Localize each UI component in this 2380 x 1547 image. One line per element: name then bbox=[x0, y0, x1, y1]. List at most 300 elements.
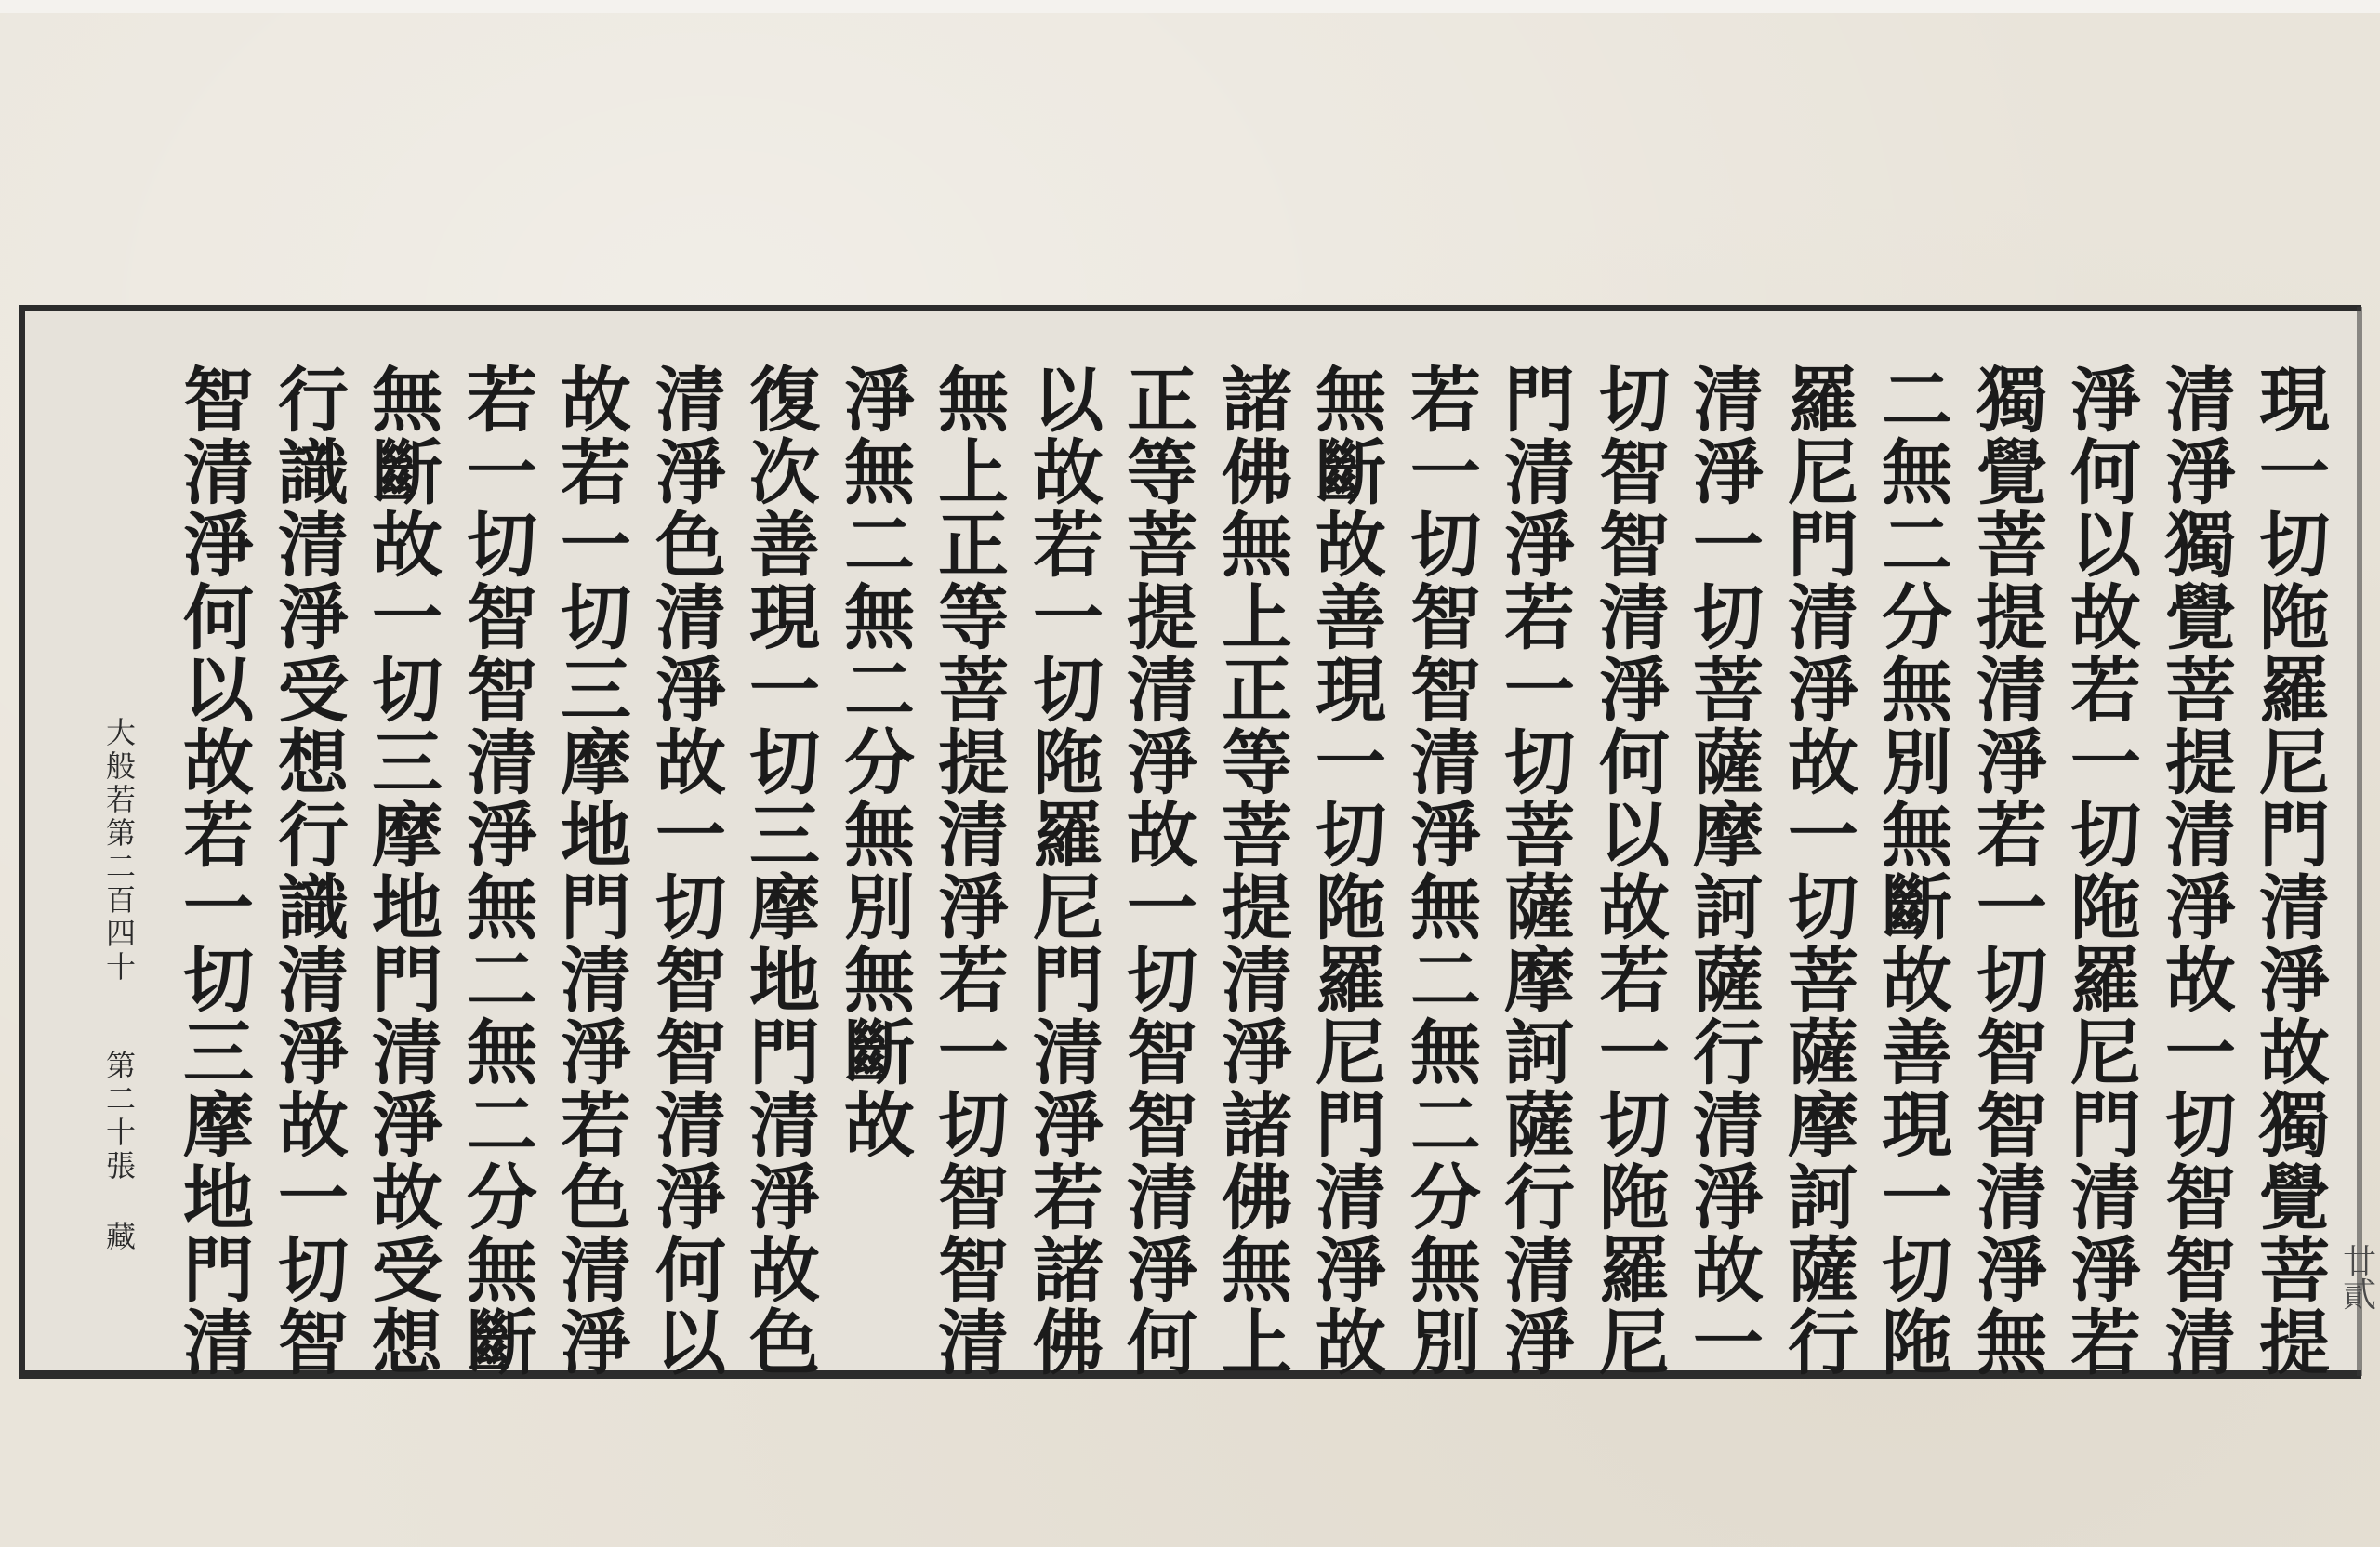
glyph: 故 bbox=[372, 504, 443, 587]
glyph: 清 bbox=[1977, 649, 2047, 732]
glyph: 切 bbox=[561, 576, 631, 659]
glyph: 摩 bbox=[561, 721, 631, 804]
text-column bbox=[738, 359, 831, 1384]
glyph: 覺 bbox=[2259, 1157, 2330, 1239]
glyph: 故 bbox=[1127, 794, 1197, 877]
glyph: 陁 bbox=[1882, 1302, 1952, 1384]
glyph: 菩 bbox=[2259, 1229, 2330, 1312]
glyph: 一 bbox=[655, 794, 726, 877]
glyph: 摩 bbox=[183, 1084, 254, 1167]
glyph: 獨 bbox=[1977, 359, 2047, 442]
glyph: 淨 bbox=[1504, 1302, 1575, 1384]
glyph: 清 bbox=[655, 359, 726, 442]
glyph: 無 bbox=[467, 1012, 537, 1094]
glyph: 正 bbox=[1222, 649, 1292, 732]
glyph: 切 bbox=[1410, 504, 1481, 587]
glyph: 清 bbox=[1504, 1229, 1575, 1312]
glyph: 百 bbox=[105, 882, 136, 918]
glyph: 二 bbox=[844, 649, 915, 732]
glyph: 地 bbox=[183, 1157, 254, 1239]
glyph: 以 bbox=[655, 1302, 726, 1384]
glyph: 等 bbox=[938, 576, 1009, 659]
glyph: 諸 bbox=[1033, 1229, 1104, 1312]
glyph: 故 bbox=[2165, 939, 2236, 1022]
text-column bbox=[833, 359, 926, 1167]
glyph: 清 bbox=[749, 1084, 820, 1167]
glyph: 佛 bbox=[1222, 431, 1292, 514]
glyph: 淨 bbox=[2070, 359, 2141, 442]
glyph: 清 bbox=[1788, 576, 1858, 659]
glyph: 清 bbox=[372, 1012, 443, 1094]
glyph: 淨 bbox=[1693, 431, 1764, 514]
glyph: 故 bbox=[2259, 1012, 2330, 1094]
glyph: 尼 bbox=[2070, 1012, 2141, 1094]
glyph: 以 bbox=[2070, 504, 2141, 587]
glyph: 十 bbox=[105, 1115, 136, 1150]
glyph: 無 bbox=[1410, 1012, 1481, 1094]
glyph: 以 bbox=[1599, 794, 1670, 877]
glyph: 無 bbox=[1222, 504, 1292, 587]
glyph: 四 bbox=[105, 916, 136, 951]
glyph: 二 bbox=[1410, 1084, 1481, 1167]
text-column bbox=[1965, 359, 2058, 1384]
glyph: 善 bbox=[1316, 576, 1386, 659]
glyph: 淨 bbox=[1410, 794, 1481, 877]
glyph: 清 bbox=[561, 939, 631, 1022]
glyph: 別 bbox=[1410, 1302, 1481, 1384]
text-column bbox=[1871, 359, 1964, 1384]
glyph: 淨 bbox=[2165, 866, 2236, 949]
glyph: 故 bbox=[1788, 721, 1858, 804]
glyph: 故 bbox=[1033, 431, 1104, 514]
glyph: 故 bbox=[278, 1084, 349, 1167]
glyph: 故 bbox=[2070, 576, 2141, 659]
glyph: 切 bbox=[278, 1229, 349, 1312]
glyph: 清 bbox=[938, 794, 1009, 877]
glyph: 淨 bbox=[561, 1012, 631, 1094]
glyph: 切 bbox=[1788, 866, 1858, 949]
glyph: 色 bbox=[655, 504, 726, 587]
glyph: 一 bbox=[1127, 866, 1197, 949]
glyph: 薩 bbox=[1788, 1012, 1858, 1094]
glyph: 若 bbox=[2070, 649, 2141, 732]
glyph: 若 bbox=[1033, 504, 1104, 587]
glyph: 提 bbox=[1222, 866, 1292, 949]
glyph: 陁 bbox=[1599, 1157, 1670, 1239]
glyph: 一 bbox=[1033, 576, 1104, 659]
glyph: 無 bbox=[1977, 1302, 2047, 1384]
glyph: 現 bbox=[1316, 649, 1386, 732]
glyph: 一 bbox=[1977, 866, 2047, 949]
glyph: 陁 bbox=[2070, 866, 2141, 949]
glyph: 次 bbox=[749, 431, 820, 514]
glyph: 無 bbox=[844, 939, 915, 1022]
glyph: 識 bbox=[278, 866, 349, 949]
glyph: 無 bbox=[1882, 431, 1952, 514]
glyph: 清 bbox=[1693, 359, 1764, 442]
glyph: 獨 bbox=[2165, 504, 2236, 587]
margin-title bbox=[102, 716, 139, 984]
glyph: 清 bbox=[655, 576, 726, 659]
glyph: 切 bbox=[1882, 1229, 1952, 1312]
glyph: 若 bbox=[467, 359, 537, 442]
glyph: 淨 bbox=[938, 866, 1009, 949]
glyph: 一 bbox=[2070, 721, 2141, 804]
glyph: 清 bbox=[467, 721, 537, 804]
glyph: 切 bbox=[1127, 939, 1197, 1022]
glyph: 想 bbox=[278, 721, 349, 804]
glyph: 淨 bbox=[1599, 649, 1670, 732]
glyph: 門 bbox=[749, 1012, 820, 1094]
glyph: 無 bbox=[844, 431, 915, 514]
glyph: 故 bbox=[1316, 504, 1386, 587]
glyph: 若 bbox=[938, 939, 1009, 1022]
glyph: 受 bbox=[278, 649, 349, 732]
glyph: 清 bbox=[655, 1084, 726, 1167]
glyph: 羅 bbox=[1033, 794, 1104, 877]
glyph: 門 bbox=[1788, 504, 1858, 587]
glyph: 若 bbox=[1033, 1157, 1104, 1239]
glyph: 切 bbox=[938, 1084, 1009, 1167]
glyph: 門 bbox=[2070, 1084, 2141, 1167]
glyph: 陁 bbox=[2259, 576, 2330, 659]
glyph: 清 bbox=[2259, 866, 2330, 949]
glyph: 清 bbox=[1222, 939, 1292, 1022]
glyph: 何 bbox=[1599, 721, 1670, 804]
glyph: 智 bbox=[938, 1229, 1009, 1312]
glyph: 清 bbox=[278, 939, 349, 1022]
glyph: 淨 bbox=[278, 576, 349, 659]
glyph: 三 bbox=[749, 794, 820, 877]
glyph: 菩 bbox=[2165, 649, 2236, 732]
glyph: 清 bbox=[183, 431, 254, 514]
text-column bbox=[1399, 359, 1492, 1384]
glyph: 藏 bbox=[105, 1219, 136, 1254]
glyph: 若 bbox=[561, 1084, 631, 1167]
glyph: 復 bbox=[749, 359, 820, 442]
glyph: 智 bbox=[655, 939, 726, 1022]
glyph: 清 bbox=[1977, 1157, 2047, 1239]
glyph: 地 bbox=[561, 794, 631, 877]
glyph: 薩 bbox=[1504, 866, 1575, 949]
glyph: 故 bbox=[1693, 1229, 1764, 1312]
glyph: 清 bbox=[2165, 1302, 2236, 1384]
glyph: 無 bbox=[1222, 1229, 1292, 1312]
text-column bbox=[1588, 359, 1681, 1384]
glyph: 一 bbox=[1693, 504, 1764, 587]
glyph: 識 bbox=[278, 431, 349, 514]
glyph: 二 bbox=[467, 939, 537, 1022]
glyph: 清 bbox=[1127, 1157, 1197, 1239]
glyph: 一 bbox=[1410, 431, 1481, 514]
glyph: 二 bbox=[844, 504, 915, 587]
glyph: 切 bbox=[2070, 794, 2141, 877]
margin-sheet bbox=[102, 1049, 139, 1183]
text-column bbox=[927, 359, 1020, 1384]
glyph: 三 bbox=[372, 721, 443, 804]
glyph: 尼 bbox=[2259, 721, 2330, 804]
glyph: 分 bbox=[1410, 1157, 1481, 1239]
glyph: 切 bbox=[2165, 1084, 2236, 1167]
glyph: 門 bbox=[1504, 359, 1575, 442]
glyph: 一 bbox=[1693, 1302, 1764, 1384]
text-column bbox=[1304, 359, 1397, 1384]
glyph: 智 bbox=[1410, 649, 1481, 732]
glyph: 貳 bbox=[2342, 1276, 2376, 1315]
glyph: 覺 bbox=[1977, 431, 2047, 514]
glyph: 一 bbox=[2259, 431, 2330, 514]
glyph: 淨 bbox=[1977, 1229, 2047, 1312]
glyph: 淨 bbox=[655, 649, 726, 732]
glyph: 故 bbox=[655, 721, 726, 804]
glyph: 清 bbox=[1504, 431, 1575, 514]
glyph: 一 bbox=[1316, 721, 1386, 804]
glyph: 善 bbox=[749, 504, 820, 587]
glyph: 智 bbox=[467, 576, 537, 659]
text-column bbox=[361, 359, 454, 1384]
glyph: 摩 bbox=[1788, 1084, 1858, 1167]
text-column bbox=[267, 359, 360, 1384]
glyph: 淨 bbox=[372, 1084, 443, 1167]
glyph: 斷 bbox=[467, 1302, 537, 1384]
glyph: 若 bbox=[1977, 794, 2047, 877]
glyph: 薩 bbox=[1788, 1229, 1858, 1312]
glyph: 一 bbox=[2165, 1012, 2236, 1094]
glyph: 智 bbox=[1410, 576, 1481, 659]
glyph: 斷 bbox=[844, 1012, 915, 1094]
glyph: 一 bbox=[749, 649, 820, 732]
glyph: 薩 bbox=[1693, 939, 1764, 1022]
glyph: 尼 bbox=[1316, 1012, 1386, 1094]
glyph: 廿 bbox=[2342, 1243, 2376, 1281]
glyph: 第 bbox=[105, 1048, 136, 1083]
glyph: 清 bbox=[1127, 649, 1197, 732]
glyph: 分 bbox=[844, 721, 915, 804]
glyph: 提 bbox=[1977, 576, 2047, 659]
glyph: 淨 bbox=[1033, 1084, 1104, 1167]
glyph: 清 bbox=[183, 1302, 254, 1384]
glyph: 何 bbox=[2070, 431, 2141, 514]
glyph: 無 bbox=[844, 576, 915, 659]
text-column bbox=[1210, 359, 1303, 1384]
glyph: 清 bbox=[561, 1229, 631, 1312]
glyph: 門 bbox=[372, 939, 443, 1022]
glyph: 羅 bbox=[2070, 939, 2141, 1022]
glyph: 清 bbox=[1410, 721, 1481, 804]
glyph: 摩 bbox=[372, 794, 443, 877]
glyph: 無 bbox=[1410, 1229, 1481, 1312]
glyph: 受 bbox=[372, 1229, 443, 1312]
glyph: 門 bbox=[1033, 939, 1104, 1022]
text-column bbox=[172, 359, 265, 1384]
glyph: 門 bbox=[2259, 794, 2330, 877]
glyph: 分 bbox=[1882, 576, 1952, 659]
glyph: 正 bbox=[938, 504, 1009, 587]
glyph: 現 bbox=[1882, 1084, 1952, 1167]
glyph: 行 bbox=[1693, 1012, 1764, 1094]
glyph: 陁 bbox=[1316, 866, 1386, 949]
glyph: 斷 bbox=[372, 431, 443, 514]
glyph: 菩 bbox=[1693, 649, 1764, 732]
glyph: 智 bbox=[183, 359, 254, 442]
glyph: 故 bbox=[561, 359, 631, 442]
glyph: 切 bbox=[1033, 649, 1104, 732]
glyph: 別 bbox=[844, 866, 915, 949]
glyph: 一 bbox=[1882, 1157, 1952, 1239]
glyph: 門 bbox=[561, 866, 631, 949]
glyph: 覺 bbox=[2165, 576, 2236, 659]
glyph: 等 bbox=[1127, 431, 1197, 514]
glyph: 切 bbox=[1316, 794, 1386, 877]
glyph: 若 bbox=[183, 794, 254, 877]
glyph: 一 bbox=[183, 866, 254, 949]
glyph: 三 bbox=[183, 1012, 254, 1094]
glyph: 切 bbox=[1977, 939, 2047, 1022]
glyph: 故 bbox=[1316, 1302, 1386, 1384]
glyph: 淨 bbox=[2070, 1229, 2141, 1312]
glyph: 二 bbox=[467, 1084, 537, 1167]
text-column bbox=[1022, 359, 1115, 1384]
margin-mark bbox=[102, 1220, 139, 1253]
glyph: 提 bbox=[2165, 721, 2236, 804]
glyph: 無 bbox=[1882, 794, 1952, 877]
glyph: 地 bbox=[749, 939, 820, 1022]
glyph: 一 bbox=[1504, 649, 1575, 732]
glyph: 淨 bbox=[183, 504, 254, 587]
glyph: 切 bbox=[372, 649, 443, 732]
glyph: 淨 bbox=[278, 1012, 349, 1094]
glyph: 淨 bbox=[2165, 431, 2236, 514]
glyph: 淨 bbox=[1316, 1229, 1386, 1312]
glyph: 淨 bbox=[561, 1302, 631, 1384]
glyph: 淨 bbox=[1127, 1229, 1197, 1312]
glyph: 尼 bbox=[1599, 1302, 1670, 1384]
glyph: 十 bbox=[105, 949, 136, 985]
glyph: 佛 bbox=[1222, 1157, 1292, 1239]
glyph: 淨 bbox=[655, 1157, 726, 1239]
glyph: 上 bbox=[938, 431, 1009, 514]
glyph: 等 bbox=[1222, 721, 1292, 804]
glyph: 故 bbox=[183, 721, 254, 804]
glyph: 一 bbox=[467, 431, 537, 514]
glyph: 無 bbox=[467, 866, 537, 949]
glyph: 無 bbox=[467, 1229, 537, 1312]
glyph: 無 bbox=[1316, 359, 1386, 442]
glyph: 佛 bbox=[1033, 1302, 1104, 1384]
glyph: 切 bbox=[183, 939, 254, 1022]
glyph: 訶 bbox=[1788, 1157, 1858, 1239]
glyph: 故 bbox=[372, 1157, 443, 1239]
glyph: 智 bbox=[1127, 1084, 1197, 1167]
glyph: 諸 bbox=[1222, 1084, 1292, 1167]
glyph: 尼 bbox=[1033, 866, 1104, 949]
glyph: 淨 bbox=[2259, 939, 2330, 1022]
glyph: 切 bbox=[1599, 1084, 1670, 1167]
glyph: 提 bbox=[938, 721, 1009, 804]
glyph: 上 bbox=[1222, 1302, 1292, 1384]
glyph: 羅 bbox=[1316, 939, 1386, 1022]
glyph: 清 bbox=[278, 504, 349, 587]
glyph: 二 bbox=[105, 1081, 136, 1117]
glyph: 分 bbox=[467, 1157, 537, 1239]
glyph: 羅 bbox=[2259, 649, 2330, 732]
glyph: 智 bbox=[467, 649, 537, 732]
glyph: 想 bbox=[372, 1302, 443, 1384]
glyph: 二 bbox=[105, 849, 136, 884]
glyph: 行 bbox=[1504, 1157, 1575, 1239]
margin-line bbox=[102, 716, 139, 1290]
glyph: 菩 bbox=[1788, 939, 1858, 1022]
glyph: 色 bbox=[749, 1302, 820, 1384]
glyph: 故 bbox=[844, 1084, 915, 1167]
glyph: 若 bbox=[1504, 576, 1575, 659]
glyph: 正 bbox=[1127, 359, 1197, 442]
glyph: 薩 bbox=[1693, 721, 1764, 804]
glyph: 斷 bbox=[1316, 431, 1386, 514]
glyph: 智 bbox=[1977, 1084, 2047, 1167]
glyph: 切 bbox=[2259, 504, 2330, 587]
block-right-edge bbox=[2357, 307, 2362, 1376]
text-column bbox=[2059, 359, 2152, 1384]
glyph: 何 bbox=[1127, 1302, 1197, 1384]
glyph: 何 bbox=[655, 1229, 726, 1312]
glyph: 一 bbox=[1788, 794, 1858, 877]
glyph: 菩 bbox=[1977, 504, 2047, 587]
glyph: 菩 bbox=[1504, 794, 1575, 877]
glyph: 三 bbox=[561, 649, 631, 732]
glyph: 菩 bbox=[1222, 794, 1292, 877]
glyph: 摩 bbox=[1693, 794, 1764, 877]
glyph: 淨 bbox=[467, 794, 537, 877]
glyph: 淨 bbox=[844, 359, 915, 442]
text-column bbox=[1493, 359, 1586, 1384]
glyph: 大 bbox=[105, 715, 136, 750]
glyph: 淨 bbox=[1788, 649, 1858, 732]
glyph: 無 bbox=[1882, 649, 1952, 732]
glyph: 何 bbox=[183, 576, 254, 659]
glyph: 門 bbox=[1316, 1084, 1386, 1167]
glyph: 清 bbox=[2070, 1157, 2141, 1239]
glyph: 門 bbox=[183, 1229, 254, 1312]
glyph: 清 bbox=[1316, 1157, 1386, 1239]
glyph: 二 bbox=[1410, 939, 1481, 1022]
glyph: 別 bbox=[1882, 721, 1952, 804]
glyph: 清 bbox=[1693, 1084, 1764, 1167]
glyph: 提 bbox=[2259, 1302, 2330, 1384]
glyph: 清 bbox=[1033, 1012, 1104, 1094]
glyph: 斷 bbox=[1882, 866, 1952, 949]
glyph: 現 bbox=[2259, 359, 2330, 442]
text-column bbox=[1777, 359, 1870, 1384]
glyph: 薩 bbox=[1504, 1084, 1575, 1167]
glyph: 一 bbox=[561, 504, 631, 587]
scan-top-edge bbox=[0, 0, 2380, 13]
glyph: 切 bbox=[655, 866, 726, 949]
glyph: 無 bbox=[372, 359, 443, 442]
glyph: 二 bbox=[1882, 359, 1952, 442]
glyph: 若 bbox=[1599, 939, 1670, 1022]
glyph: 清 bbox=[1599, 576, 1670, 659]
glyph: 切 bbox=[1504, 721, 1575, 804]
glyph: 訶 bbox=[1693, 866, 1764, 949]
glyph: 二 bbox=[1882, 504, 1952, 587]
glyph: 羅 bbox=[1599, 1229, 1670, 1312]
glyph: 淨 bbox=[1127, 721, 1197, 804]
glyph: 淨 bbox=[1977, 721, 2047, 804]
glyph: 諸 bbox=[1222, 359, 1292, 442]
glyph: 智 bbox=[2165, 1229, 2236, 1312]
text-column bbox=[2248, 359, 2341, 1384]
